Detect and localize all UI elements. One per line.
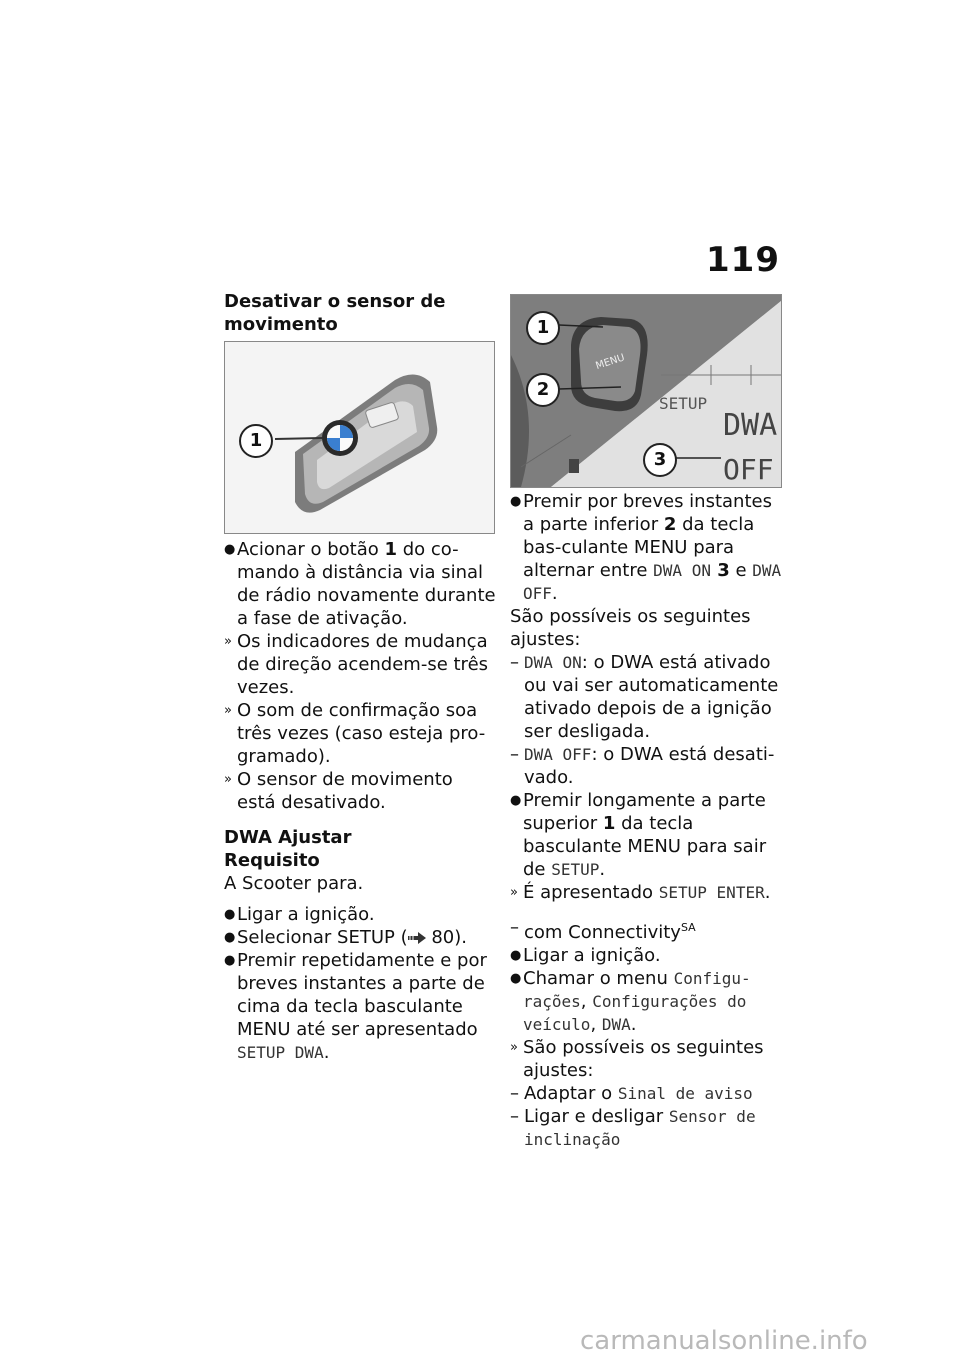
display-setup-text: SETUP [659,394,708,413]
condition-text: com Connectivity [524,922,681,943]
display-text: DWA OFF [523,561,782,603]
ref-number: 1 [602,813,616,834]
display-text: Sinal de aviso [617,1084,753,1103]
adjust-text: Adaptar o [524,1083,618,1104]
adjust-text: Ligar e desligar [524,1106,669,1127]
result-text: É apresentado [523,882,659,903]
step-select-setup [224,926,496,949]
adjust-tilt-sensor [510,1105,785,1151]
display-text: DWA [601,1015,631,1034]
bullet-icon: ● [510,971,522,986]
result-indicators [224,630,496,699]
ref-number: 2 [663,514,677,535]
result-marker-icon: » [510,1040,518,1055]
display-off-text: OFF [723,453,774,486]
result-sound [224,699,496,768]
step-text: Ligar a ignição. [523,945,661,966]
section-heading-deactivate: Desativar o sensor de movimento [224,291,446,335]
display-text: Configurações do veículo [523,992,747,1034]
step-call-menu [510,967,785,1036]
callout-label-3: 3 [643,443,677,477]
conjunction: e [729,560,753,581]
display-text: SETUP ENTER [658,883,765,902]
right-column [510,490,785,1151]
page-ref: 80). [425,927,467,948]
result-text: Os indicadores de mudança de direção acendem-se três vezes. [237,631,489,698]
step-text: Premir longamente a parte superior [523,790,766,834]
requirement-title: Requisito [224,850,320,871]
remote-key-figure [224,341,495,534]
result-marker-icon: » [224,703,232,718]
result-marker-icon: » [510,885,518,900]
punct: . [599,859,606,880]
step-text: Premir por breves instantes a parte inferior [523,491,772,535]
display-text: SETUP DWA [237,1043,324,1062]
bullet-icon: ● [224,930,236,945]
step-text-cont: do co-mando à distância via sinal de rádio novamente durante a fase de ativação. [237,539,496,629]
punct: . [764,882,771,903]
option-dwa-off [510,743,785,789]
dash-marker: – [510,1083,519,1104]
watermark: carmanualsonline.info [580,1326,868,1356]
bullet-icon: ● [224,953,236,968]
separator: , [580,991,593,1012]
step-ignition [224,903,496,926]
display-text: Configu-rações [523,969,751,1011]
callout-label-2: 2 [526,373,560,407]
step-text: Ligar a ignição. [237,904,375,925]
punct: . [551,583,558,604]
result-text: O som de confirmação soa três vezes (caso esteja pro-gramado). [237,700,486,767]
dash-marker: – [510,652,519,673]
dash-marker: – [510,917,519,938]
requirement-text: A Scooter para. [224,873,364,894]
step-text-cont: da tecla bas-culante MENU para alternar entre [523,514,755,581]
separator: , [590,1014,602,1035]
step-press-lower [510,490,785,605]
step-text: Premir repetidamente e por breves instantes a parte de cima da tecla basculante MENU até ser apresentado [237,950,487,1040]
arrow-ref-icon [408,932,426,944]
result-marker-icon: » [224,772,232,787]
result-text: O sensor de movimento está desativado. [237,769,453,813]
step-text-cont: da tecla basculante MENU para sair de [523,813,767,880]
bullet-icon: ● [224,542,236,557]
result-adjustments [510,1036,785,1082]
step-text: Chamar o menu [523,968,674,989]
step-text: Acionar o botão [237,539,385,560]
step-press-menu [224,949,496,1064]
bullet-icon: ● [224,907,236,922]
bullet-icon: ● [510,793,522,808]
dash-marker: – [510,744,519,765]
dash-marker: – [510,1106,519,1127]
display-text: DWA ON [524,653,582,672]
result-marker-icon: » [224,634,232,649]
option-text: : o DWA está ativado ou vai ser automaticamente ativado depois de a ignição ser desligada. [524,652,779,742]
display-dwa-text: DWA [723,408,778,443]
display-text: DWA OFF [524,745,592,764]
display-text: Sensor de inclinação [524,1107,756,1149]
step-press-upper [510,789,785,881]
options-intro: São possíveis os seguintes ajustes: [510,606,751,650]
punct: . [323,1042,330,1063]
result-setup-enter [510,881,785,904]
adjust-warning-signal [510,1082,785,1105]
left-column [224,290,496,336]
bullet-icon: ● [510,948,522,963]
option-text: : o DWA está desati-vado. [524,744,775,788]
ref-number: 1 [384,539,397,560]
connectivity-condition [510,916,785,944]
result-deactivated [224,768,496,814]
ref-number: 3 [710,560,730,581]
step-text: Selecionar SETUP ( [237,927,408,948]
menu-button-text: MENU [594,352,627,372]
menu-switch-figure [510,294,782,488]
option-dwa-on [510,651,785,743]
section-title-dwa: DWA Ajustar [224,827,352,848]
callout-label-1: 1 [526,311,560,345]
special-accessory-mark: SA [680,921,696,934]
display-text: DWA ON [653,561,711,580]
result-text: São possíveis os seguintes ajustes: [523,1037,764,1081]
callout-label-1: 1 [239,424,273,458]
step-ignition-2 [510,944,785,967]
step-press-button [224,538,496,630]
display-text: SETUP [551,860,600,879]
page-number: 119 [706,240,780,280]
bullet-icon: ● [510,494,522,509]
left-steps [224,538,496,1064]
punct: . [630,1014,637,1035]
